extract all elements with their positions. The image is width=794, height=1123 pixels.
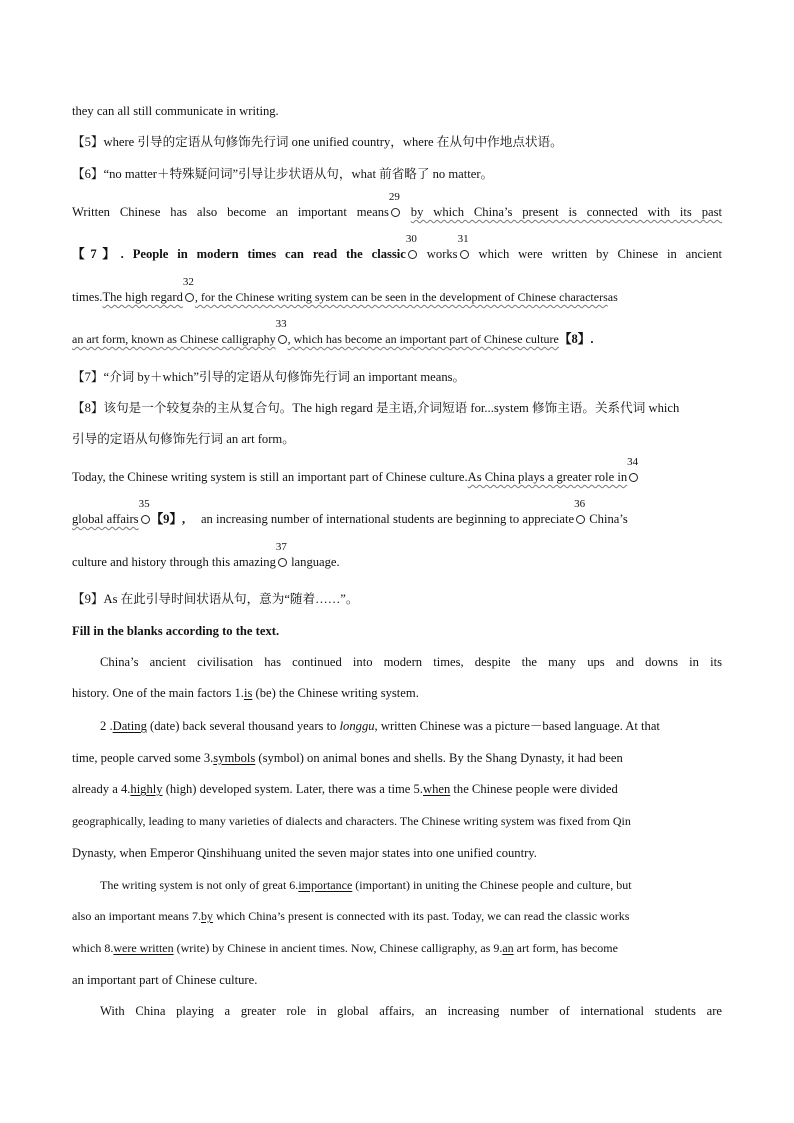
note-6: 【6】“no matter＋特殊疑问词”引导让步状语从句，what 前省略了 no matter。 xyxy=(72,167,494,181)
note-9: 【9】As 在此引导时间状语从句，意为“随着……”。 xyxy=(72,592,359,606)
exercise-line: also an important means 7.by which China’s present is connected with its past. Today, we can read the classic works xyxy=(72,909,630,923)
passage-line: times.The high regard 32 , for the Chinese writing system can be seen in the development of Chinese charactersas xyxy=(72,276,618,304)
blank-marker-30: 30 xyxy=(406,246,418,258)
answer-7: by xyxy=(200,909,213,923)
exercise-line: With China playing a greater role in global affairs, an increasing number of international students are xyxy=(100,1004,722,1018)
answer-8: were written xyxy=(113,941,174,955)
answer-5: when xyxy=(422,782,451,796)
passage-line: Written Chinese has also become an important means 29 by which China’s present is connected with its past xyxy=(72,191,722,219)
passage-line: an art form, known as Chinese calligraphy 33 , which has become an important part of Chinese culture【8】. xyxy=(72,318,594,346)
answer-3: symbols xyxy=(213,751,256,765)
exercise-line: Dynasty, when Emperor Qinshihuang united the seven major states into one unified country. xyxy=(72,846,537,860)
exercise-line: China’s ancient civilisation has continued into modern times, despite the many ups and downs in its xyxy=(100,655,722,669)
exercise-line: already a 4.highly (high) developed system. Later, there was a time 5.when the Chinese people were divided xyxy=(72,782,618,796)
exercise-heading: Fill in the blanks according to the text. xyxy=(72,624,280,638)
blank-marker-32: 32 xyxy=(183,289,195,301)
note-7: 【7】“介词 by＋which”引导的定语从句修饰先行词 an important means。 xyxy=(72,370,466,384)
answer-2: Dating xyxy=(112,719,147,733)
passage-line: 【7】. People in modern times can read the classic 30 works 31 which were written by Chinese in ancient xyxy=(72,233,723,261)
answer-4: highly xyxy=(130,782,163,796)
blank-marker-33: 33 xyxy=(276,331,288,343)
note-8-cont: 引导的定语从句修饰先行词 an art form。 xyxy=(72,432,295,446)
exercise-line: 2 .Dating (date) back several thousand years to longgu, written Chinese was a picture－based language. At that xyxy=(100,719,660,733)
note-8: 【8】该句是一个较复杂的主从复合句。The high regard 是主语,介词短语 for...system 修饰主语。关系代词 which xyxy=(72,401,680,415)
answer-1: is xyxy=(243,686,253,700)
answer-9: an xyxy=(502,941,514,955)
blank-marker-37: 37 xyxy=(276,554,288,566)
passage-line: culture and history through this amazing 37 language. xyxy=(72,541,340,569)
blank-marker-36: 36 xyxy=(574,511,586,523)
exercise-line: geographically, leading to many varieties of dialects and characters. The Chinese writing system was fixed from Qin xyxy=(72,814,631,828)
exercise-line: The writing system is not only of great 6.importance (important) in uniting the Chinese people and culture, but xyxy=(100,878,632,892)
exercise-line: an important part of Chinese culture. xyxy=(72,973,258,987)
blank-marker-29: 29 xyxy=(389,204,401,216)
exercise-line: time, people carved some 3.symbols (symbol) on animal bones and shells. By the Shang Dynasty, it had been xyxy=(72,751,623,765)
exercise-line: which 8.were written (write) by Chinese in ancient times. Now, Chinese calligraphy, as 9.an art form, has become xyxy=(72,941,618,955)
blank-marker-31: 31 xyxy=(458,246,470,258)
note-5: 【5】where 引导的定语从句修饰先行词 one unified country，where 在从句中作地点状语。 xyxy=(72,135,563,149)
exercise-line: history. One of the main factors 1.is (be) the Chinese writing system. xyxy=(72,686,419,700)
passage-line: Today, the Chinese writing system is still an important part of Chinese culture.As China plays a greater role in 34 xyxy=(72,456,639,484)
blank-marker-34: 34 xyxy=(627,469,639,481)
passage-line: global affairs 35 【9】, an increasing number of international students are beginning to appreciate 36 China’s xyxy=(72,498,628,526)
answer-6: importance xyxy=(298,878,353,892)
blank-marker-35: 35 xyxy=(139,511,151,523)
text-line: they can all still communicate in writing. xyxy=(72,104,279,118)
